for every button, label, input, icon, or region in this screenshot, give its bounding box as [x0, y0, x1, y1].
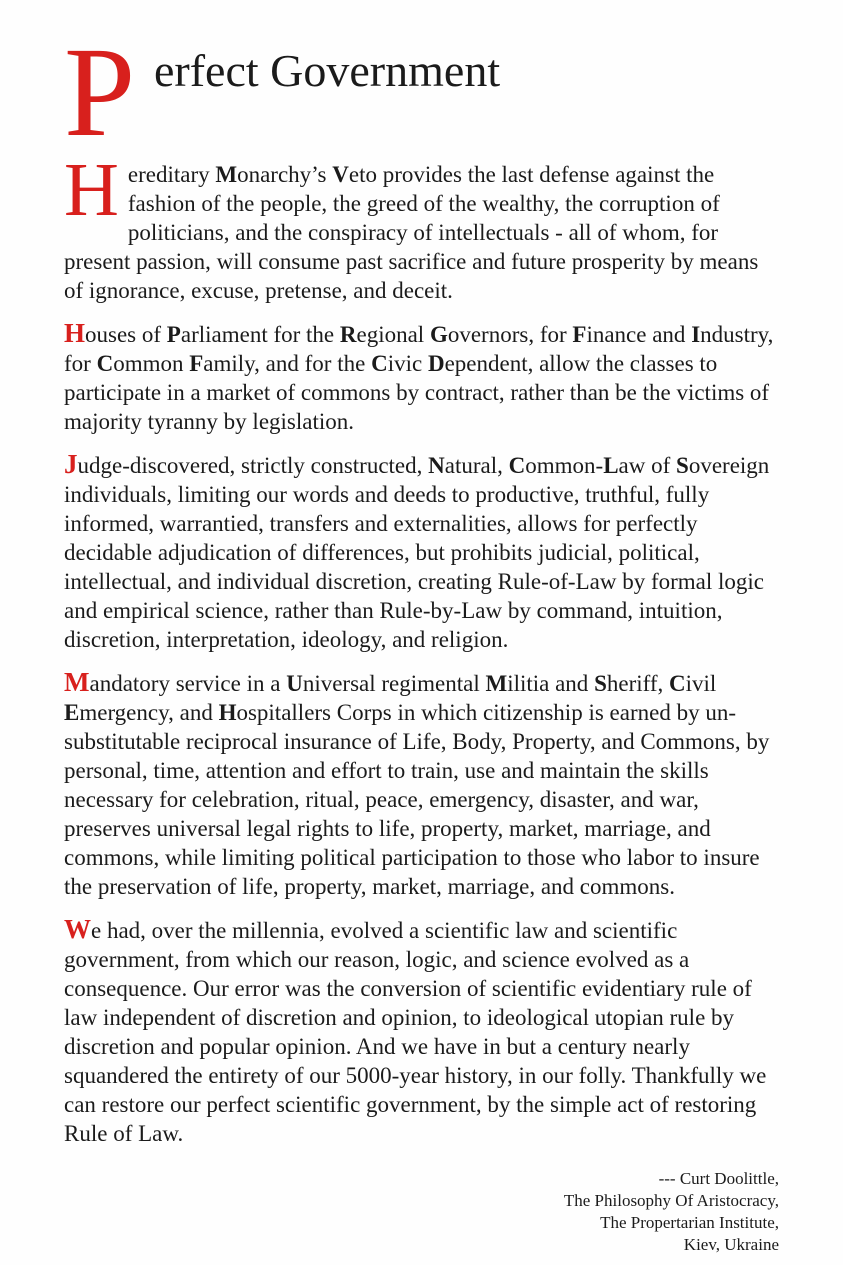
emphasized-capital: E [64, 700, 80, 725]
emphasized-capital: R [339, 322, 357, 347]
emphasized-capital: P [166, 322, 181, 347]
paragraph-dropcap-letter: H [64, 148, 119, 232]
emphasized-capital: F [572, 322, 587, 347]
paragraph: Mandatory service in a Universal regimental Militia and Sheriff, Civil Emergency, and Hospitallers Corps in which citizenship is earned by un-substitutable reciprocal insurance of Life, Body, Property, and Commons, by personal, time, attention and effort to train, use and maintain the skills necessary for celebration, ritual, peace, emergency, disaster, and war, preserves universal legal rights to life, property, market, marriage, and commons, while limiting political participation to those who labor to insure the preservation of life, property, market, marriage, and commons. [64, 667, 770, 899]
paragraph: Houses of Parliament for the Regional Governors, for Finance and Industry, for Common Family, and for the Civic Dependent, allow the classes to participate in a market of commons by contract, rather than be the victims of majority tyranny by legislation. [64, 318, 774, 434]
paragraph-lead-letter: H [64, 318, 86, 348]
emphasized-capital: S [594, 671, 607, 696]
signature-location: Kiev, Ukraine [683, 1235, 779, 1254]
emphasized-capital: C [96, 351, 114, 376]
emphasized-capital: C [508, 453, 526, 478]
emphasized-capital: N [428, 453, 445, 478]
paragraph: Judge-discovered, strictly constructed, Natural, Common-Law of Sovereign individuals, limiting our words and deeds to productive, truthful, fully informed, warrantied, transfers and externalities, allows for perfectly decidable adjudication of differences, but prohibits judicial, political, intellectual, and individual discretion, creating Rule-of-Law by formal logic and empirical science, rather than Rule-by-Law by command, intuition, discretion, interpretation, ideology, and religion. [64, 449, 770, 652]
emphasized-capital: I [691, 322, 701, 347]
paragraph: Hereditary Monarchy’s Veto provides the last defense against the fashion of the people, the greed of the wealthy, the corruption of politicians, and the conspiracy of intellectuals - all of whom, for present passion, will consume past sacrifice and future prosperity by means of ignorance, excuse, pretense, and deceit. [64, 148, 759, 303]
paragraph-lead-letter: M [64, 667, 90, 697]
emphasized-capital: C [371, 351, 388, 376]
emphasized-capital: H [218, 700, 237, 725]
emphasized-capital: U [286, 671, 303, 696]
signature-work: The Philosophy Of Aristocracy, [563, 1191, 779, 1210]
paragraph-lead-letter: J [64, 449, 78, 479]
title-text: erfect Government [154, 45, 501, 96]
emphasized-capital: S [676, 453, 689, 478]
emphasized-capital: M [485, 671, 508, 696]
emphasized-capital: D [427, 351, 445, 376]
signature-institute: The Propertarian Institute, [600, 1213, 779, 1232]
title-dropcap-letter: P [64, 21, 136, 163]
emphasized-capital: M [215, 162, 238, 187]
paragraph: We had, over the millennia, evolved a scientific law and scientific government, from which our reason, logic, and science evolved as a consequence. Our error was the conversion of scientific evidentiary rule of law independent of discretion and opinion, to ideological utopian rule by discretion and popular opinion. And we have in but a century nearly squandered the entirety of our 5000-year history, in our folly. Thankfully we can restore our perfect scientific government, by the simple act of restoring Rule of Law. [64, 914, 767, 1146]
signature-author: --- Curt Doolittle, [658, 1169, 779, 1188]
page-title [64, 21, 779, 163]
emphasized-capital: G [429, 322, 448, 347]
signature-block [64, 1168, 779, 1256]
emphasized-capital: L [603, 453, 619, 478]
emphasized-capital: C [669, 671, 686, 696]
body-text [64, 148, 779, 1148]
emphasized-capital: V [332, 162, 349, 187]
paragraph-lead-letter: W [64, 914, 91, 944]
emphasized-capital: F [189, 351, 204, 376]
